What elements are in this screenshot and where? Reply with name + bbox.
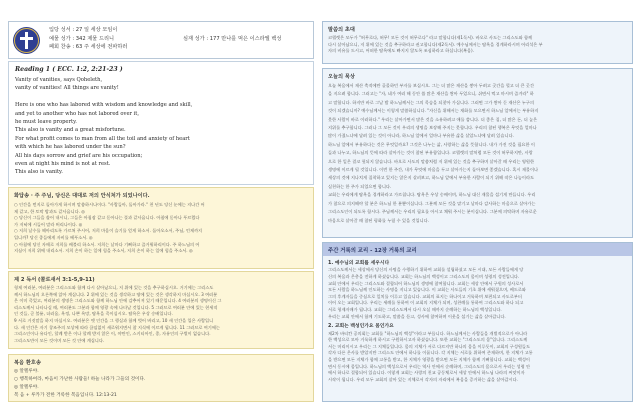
meditation-line: 으로 한 일은 결코 헛되지 않습니다. 바오로 사도의 말씀처럼 저 위에 있는 것을 추구하며 살아갈 때 우리는 영원한 — [328, 158, 534, 164]
doctrine-line: 제2차 바티칸 공의회는 교회를 "하느님의 백성"이라고 부릅니다. 하느님께서는 사람들을 개별적으로가 아니라 — [328, 330, 528, 336]
invitation-line: 자의 비유를 드시고, 어떠한 탐욕에도 빠지지 않도록 조심하라고 하십니다(복음). — [328, 48, 475, 54]
psalm-text — [14, 202, 312, 255]
gospel-box — [8, 354, 314, 402]
meditation-line: 것이 되겠습니까? 예수님께서는 이렇게 말씀하십니다. "자신을 위해서는 재화를 모으면서 하느님 앞에서는 부유하지 — [328, 108, 539, 114]
reading2-box — [8, 271, 314, 349]
doctrine-line: 서로 형제자매가 됩니다. 교회는 그리스도께서 다시 오실 때까지 순례하는 하느님의 백성입니다. — [328, 306, 502, 312]
psalm-line: ○ 당신이 그들을 쓸어 내시니, 그들은 아침잠 같고 돋아나는 풀과 같사옵니다. 아침에 돋아나 푸르렀다 — [14, 215, 200, 221]
communion-hymn: 심재 성가 : 177 만나를 먹은 이스라엘 백성 — [183, 36, 282, 42]
invitation-line: 다시 살아났으니, 저 위에 있는 것을 추구하라고 권고합니다(제2독서). 예수님께서는 탐욕을 경계하라시며 어리석은 부 — [328, 41, 543, 47]
psalm-line: 가 저녁에 시들어 말라 버리나이다. ◎ — [14, 221, 83, 227]
reading2-line: 그리스도만이 모든 것이며 모든 것 안에 계십니다. — [14, 337, 105, 343]
meditation-line: 세상의 것에 지나치게 집착하고 있지는 않은지 살펴보고, 하느님 앞에서 부유한 사람이 되기 위해 작은 나눔이라도 — [328, 175, 535, 181]
meditation-line: 들과 나누고, 하느님의 뜻에 따라 살아가는 것이 참된 부유함입니다. 코헬렛의 말처럼 모든 것이 허무하지만, 사랑 — [328, 150, 533, 156]
meditation-line: 실천하는 한 주가 되었으면 합니다. — [328, 183, 392, 189]
meditation-line: 지위를 추구합니다. 그러나 그 모든 것이 우리의 생명을 보장해 주지는 못합니다. 우리의 참된 행복은 무엇을 얼마나 — [328, 125, 537, 131]
doctrine-line: 그리스도께서는 세상에서 당신의 사명을 수행하기 위하여 교회를 설립하셨고 모든 시대, 모든 사람들에게 당 — [328, 267, 524, 273]
doctrine-line: 면서 동시에 몸입니다. 하느님의 백성으로서 우리는 역사 안에서 순례하며, 그리스도의 몸으로서 우리는 성령 안 — [328, 363, 531, 369]
doctrine-line: 서는 머리이시고 우리는 그 지체들입니다. 몸의 지체가 서로 다르지만 하나의 몸을 이루듯이, 교회의 구성원들도 — [328, 343, 531, 349]
meditation-line: 교회는 우리에게 탐욕을 경계하라고 가르칩니다. 탐욕은 우상 숭배이며, 하느님 대신 재물을 섬기게 만듭니다. 우리 — [328, 192, 536, 198]
doctrine-line: 각자 다른 은사를 받았지만 그리스도 안에서 하나를 이룹니다. 각 지체는 서로를 위하여 존재하며, 한 지체가 고통 — [328, 350, 533, 356]
meditation-line: 고 말합니다. 하지만 바로 그날 밤 하느님께서는 그의 목숨을 되찾아 가십니다. 그러면 그가 쌓아 둔 재산은 누구의 — [328, 99, 534, 105]
doctrine-text — [328, 260, 630, 386]
reading1-line — [15, 93, 192, 101]
cross-icon — [13, 27, 40, 54]
meditation-line: 을 지으려 합니다. 그러고는 "자, 네가 여러 해 동안 쓸 많은 재산을 쌓아 두었으니, 쉬면서 먹고 마시며 즐겨라" 하 — [328, 91, 534, 97]
doctrine-line: 한 백성으로 모아 거룩하게 하시고 구원하시고자 하셨습니다. 또한 교회는 "그리스도의 몸"입니다. 그리스도께 — [328, 337, 528, 343]
psalm-line: 지심이 저희 위에 내리소서. 저희 손이 하는 일에 힘을 주소서, 저희 손이 하는 일에 힘을 주소서. ◎ — [14, 248, 193, 254]
reading1-line: All his days sorrow and grief are his occupation; — [15, 152, 143, 159]
doctrine-title-bar — [323, 243, 632, 256]
psalm-box — [8, 187, 314, 269]
meditation-line: 가 참으로 의지해야 할 분은 하느님 한 분뿐이십니다. 그분께 모든 것을 맡기고 날마다 감사하는 마음으로 살아가는 — [328, 200, 536, 206]
reading2-line: 께서 하느님의 오른쪽에 앉아 계십니다. 2 위에 있는 것을 생각하고 땅에 있는 것은 생각하지 마십시오. 3 여러분 — [14, 291, 218, 297]
meditation-box — [322, 68, 633, 238]
doctrine-line: 에서 하나로 결합되어 있습니다. 이렇게 교회는 사랑의 친교 공동체로서 세상 안에서 하느님 나라의 씨앗이자 — [328, 370, 525, 376]
section-gap — [328, 383, 630, 386]
doctrine-line: 을 받으면 모든 지체가 함께 고통을 받고, 한 지체가 영광을 받으면 모든 지체가 함께 기뻐합니다. 교회는 백성이 — [328, 356, 530, 362]
meditation-line: 생명에 이르게 될 것입니다. 이번 한 주간, 내가 무엇에 마음을 두고 살아가는지 돌아보면 좋겠습니다. 혹시 재물이나 — [328, 167, 539, 173]
reading1-title: Reading 1 ( ECC. 1:2, 2:21-23 ) — [15, 66, 123, 73]
gospel-line: ◎ 알렐루야. — [14, 369, 39, 374]
reading1-text — [15, 76, 192, 177]
header-box — [8, 21, 314, 59]
reading1-line: he must leave property. — [15, 119, 77, 126]
psalm-line: 입니까? 당신 종들에게 자비를 베푸소서. ◎ — [14, 234, 93, 240]
reading1-line: even at night his mind is not at rest. — [15, 161, 111, 168]
reading1-line: and yet to another who has not labored over it, — [15, 110, 140, 117]
gospel-line: 복 음 + 루카가 전한 거룩한 복음입니다. 12:13-21 — [14, 393, 117, 398]
invitation-box — [322, 21, 633, 64]
doctrine-title: 주간 거룩의 교리 - 12장 거룩의 교리 — [328, 248, 417, 254]
psalm-line: ○ 아침에 당신 자애로 저희를 배불리 하소서. 저희는 날마다 기뻐하고 즐거워하리이다. 주 하느님의 어 — [14, 241, 200, 247]
psalm-line: 제 같고, 한 토막 밤과도 같사옵니다. ◎ — [14, 208, 85, 214]
doctrine-section-heading: 2. 교회는 백성인가요 몸인가요 — [328, 324, 394, 330]
reading1-box — [8, 61, 314, 185]
psalm-line: ○ 저희 날수를 헤아리도록 가르쳐 주시어, 저희 마음이 슬기를 얻게 하소서. 돌아오소서, 주님, 언제까지 — [14, 228, 203, 234]
psalm-title: 화답송 · 주 주님, 당신은 대대로 저의 안식처가 되었나이다. — [14, 193, 150, 199]
meditation-line: 많이 가졌느냐에 달려 있는 것이 아니라, 하느님 앞에서 얼마나 부유한 삶을 살았느냐에 달려 있습니다. — [328, 133, 514, 139]
doctrine-line: 시작이 됩니다. 우리 모두 교회의 살아 있는 지체로서 각자의 자리에서 복음을 증거하는 삶을 살아갑시다. — [328, 376, 518, 382]
reading2-title: 제 2 독서 (콜로새서 3:1-5,9-11) — [14, 277, 95, 283]
doctrine-section-heading: 1. 예수님의 교회를 세우시다 — [328, 261, 390, 266]
reading1-line: with which he has labored under the sun? — [15, 144, 126, 151]
offertory-hymn: 예물 성가 : 342 제물 드리니 — [49, 35, 114, 42]
reading1-line: For what profit comes to man from all the toil and anxiety of heart — [15, 135, 190, 142]
doctrine-line: 교회 안에서 우리는 그리스도와 결합되어 하느님의 생명에 참여합니다. 교회는 세상 안에서 구원의 성사로서 — [328, 280, 524, 286]
reading2-line: 그리스인이나 유다인, 할례 받은 이나 할례 받지 않은 이, 야만인, 스키티아인, 종, 자유인의 구별이 없습니다. — [14, 331, 211, 337]
reading2-line: 형제 여러분, 여러분은 그리스도와 함께 다시 살아났으니, 저 위에 있는 것을 추구하십시오. 거기에는 그리스도 — [14, 285, 214, 290]
gospel-line: ○ 행복하여라, 마음이 가난한 사람들! 하늘 나라가 그들의 것이다. — [14, 377, 146, 382]
invitation-text — [328, 35, 630, 55]
meditation-line: 하느님 앞에서 부유하다는 것은 무엇일까요? 그것은 나누는 삶, 사랑하는 삶을 뜻합니다. 내가 가진 것을 필요한 이 — [328, 141, 535, 147]
meditation-line: 마음으로 살아갈 때 참된 평화를 누릴 수 있을 것입니다. — [328, 217, 429, 223]
doctrine-line: 우리는 교회 안에서 함께 기도하고, 말씀을 듣고, 성사에 참여하며 이웃을 섬기는 삶을 살아갑니다. — [328, 313, 506, 319]
meditation-line: 오늘 복음에서 재산 축적에만 골몰하던 부자를 보십시오. 그는 더 많은 재산을 쌓아 두려고 곳간을 헐고 더 큰 곳간 — [328, 83, 534, 88]
psalm-line: ○ 인간을 먼지로 돌아가게 하시며 말씀하시나이다. "사람들아, 돌아가라." 천 년도 당신 눈에는 지나간 어 — [14, 202, 205, 207]
meditation-text — [328, 82, 630, 225]
reading1-line: Here is one who has labored with wisdom and knowledge and skill, — [15, 102, 193, 109]
parish-logo — [13, 27, 40, 54]
entrance-hymn: 입당 성서 : 27 일 세상 모임이 — [49, 27, 118, 33]
closing-hymn: 폐회 찬송 : 63 주 세상에 전파하러 — [49, 44, 128, 51]
gospel-text — [14, 368, 145, 400]
reading2-line: 은 이미 죽었고, 여러분의 생명은 그리스도와 함께 하느님 안에 감추어져 있기 때문입니다. 4 여러분의 생명이신 그 — [14, 298, 222, 304]
doctrine-line: 신의 복음과 은총을 전하게 하셨습니다. 교회는 하느님의 백성이고 그리스도의 몸이며 성령의 성전입니다. — [328, 274, 520, 279]
invitation-title: 말씀의 초대 — [328, 27, 355, 33]
meditation-line: 못한 사람이 바로 이러하다." 우리는 살아가면서 많은 것을 소유하려고 애를 씁니다. 더 좋은 집, 더 많은 돈, 더 높은 — [328, 116, 538, 122]
gospel-line: ◎ 알렐루야. — [14, 385, 39, 390]
doctrine-line: 그의 후계자들을 중심으로 일치를 이루고 있습니다. 교회의 표지는 하나이고 거룩하며 보편되고 사도로부터 — [328, 293, 522, 299]
reading1-line: Vanity of vanities, says Qoheleth, — [15, 77, 103, 83]
reading2-line: 9 서로 거짓말을 하지 마십시오. 여러분은 옛 인간을 그 행실과 함께 벗어 버리고, 10 새 인간을 입은 사람입니 — [14, 317, 214, 323]
doctrine-box — [322, 242, 633, 402]
meditation-line: 그리스도인이 되도록 합시다. 주님께서는 우리의 필요를 아시고 채워 주시는 분이십니다. 그분께 의탁하며 자유로운 — [328, 209, 537, 215]
reading1-line: This also is vanity. — [15, 169, 63, 176]
gospel-title: 복음 환호송 — [14, 360, 41, 366]
reading2-line: 인 것들, 곧 불륜, 더러움, 욕정, 나쁜 욕망, 탐욕을 죽이십시오. 탐욕은 우상 숭배입니다. — [14, 311, 173, 317]
doctrine-line: 모든 사람을 하느님께 인도하는 사명을 지니고 있습니다. 이 교회는 사도들의 기초 위에 세워졌으며, 베드로와 — [328, 287, 526, 293]
reading2-line: 리스도께서 나타나실 때, 여러분도 그분과 함께 영광 속에 나타날 것입니다. 5 그러므로 여러분 안에 있는 현세적 — [14, 304, 218, 310]
reading1-line: This also is vanity and a great misfortune. — [15, 127, 126, 134]
invitation-line: 코헬렛은 모두가 "허무로다, 허무! 모든 것이 허무로다" 라고 말합니다(제1독서). 바오로 사도는 그리스도와 함께 — [328, 35, 533, 40]
reading2-line: 다. 새 인간은 자기 창조주의 모상에 따라 끊임없이 새로워지면서 참 지식에 이르게 됩니다. 11 그러므로 여기에는 — [14, 324, 220, 330]
reading1-line: vanity of vanities! All things are vanity! — [15, 85, 119, 92]
doctrine-line: 이어 오는 교회입니다. 우리는 세례를 통하여 이 교회의 지체가 되며, 성찬례를 통하여 그리스도와 하나 되고 — [328, 300, 524, 306]
meditation-title: 오늘의 묵상 — [328, 74, 355, 80]
reading2-text — [14, 285, 312, 344]
